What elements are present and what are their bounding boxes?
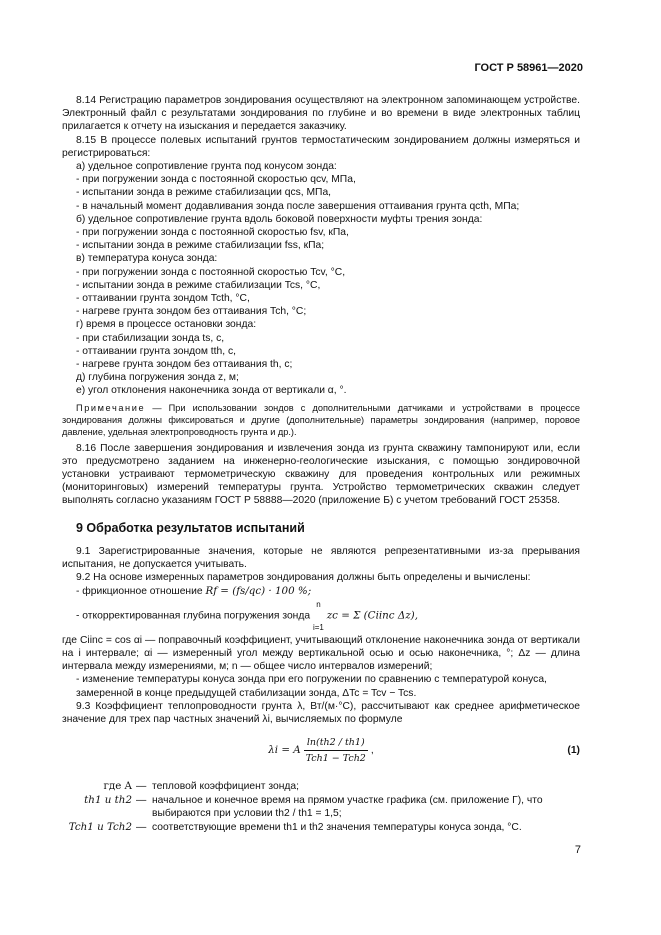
friction-ratio-label: - фрикционное отношение [76,585,203,597]
page-number: 7 [574,844,581,856]
equation-1 [62,736,580,765]
section-heading-9: 9 Обработка результатов испытаний [76,520,305,535]
page-body [62,94,580,834]
list-item: - при погружении зонда с постоянной скоростью fsv, кПа, [76,227,349,239]
definition-symbol: где A [103,779,132,792]
list-item: - оттаивании грунта зондом Tcth, °С, [76,293,250,305]
sum-limits [313,600,324,632]
definition-symbol: th1 и th2 [84,793,132,806]
note [62,402,580,438]
list-item: - оттаивании грунта зондом tth, с, [76,345,236,357]
document-header: ГОСТ Р 58961—2020 [474,62,583,74]
paragraph-9-1: 9.1 Зарегистрированные значения, которые не являются репрезентативными из-за прерывания испытания, не допускается учитывать. [62,545,580,571]
note-text: — При использовании зондов с дополнительными датчиками и устройствами в процессе зондирования должны фиксироваться и другие (дополнительные) параметры зондирования (например, поровое давление, удельная электропроводность грунта и др.). [62,402,580,437]
definition-text: тепловой коэффициент зонда; [152,780,299,792]
paragraph-8-15: 8.15 В процессе полевых испытаний грунтов термостатическим зондированием должны измеряться и регистрироваться: [62,134,580,159]
definition-dash: — [136,780,147,792]
sum-upper-limit: n [316,599,321,609]
list-item: - испытании зонда в режиме стабилизации fss, кПа; [76,240,325,252]
list-item: - в начальный момент додавливания зонда после завершения оттаивания грунта qcth, МПа; [76,200,520,212]
list-item: а) удельное сопротивление грунта под конусом зонда: [76,161,337,173]
list-item: г) время в процессе остановки зонда: [76,319,257,331]
corrected-depth-formula: zc = Σ (Ciinc Δz), [326,609,418,622]
definition-dash: — [136,794,147,806]
list-item: - испытании зонда в режиме стабилизации Tcs, °С, [76,279,321,291]
symbol-definitions [62,780,580,835]
list-item: - при стабилизации зонда ts, с, [76,332,225,344]
sum-sign-icon [316,609,320,623]
equation-numerator: ln(th2 / th1) [304,736,368,751]
note-label: Примечание [76,402,146,413]
equation-denominator: Tch1 − Tch2 [305,753,366,765]
equation-lhs: λi = A [268,744,301,757]
paragraph-9-2-where: где Ciinc = cos αi — поправочный коэффициент, учитывающий отклонение наконечника зонда от вертикали на i интервале; αi — измеренный угол между вертикальной осью и осью наконечника, °; Δz — длина интервала между измерениями, м; n — общее число интервалов измерений; [62,634,580,673]
list-item: д) глубина погружения зонда z, м; [76,372,239,384]
measurement-list [62,160,580,398]
list-item: е) угол отклонения наконечника зонда от вертикали α, °. [76,385,347,397]
definition-dash: — [136,822,147,834]
equation-fraction [303,736,369,765]
list-item: - нагреве грунта зондом без оттаивания th, с; [76,359,293,371]
equation-tail: , [370,745,374,757]
paragraph-8-16: 8.16 После завершения зондирования и извлечения зонда из грунта скважину тампонируют или, если это предусмотрено заданием на инженерно-геологические изыскания, с помощью зондировочной установки устраивают термометрическую скважину для проведения контрольных или режимных (мониторинговых) измерений температуры грунта. Устройство термометрических скважин следует выполнять согласно указаниям ГОСТ Р 58888—2020 (приложение Б) с учетом требований ГОСТ 25358. [62,442,580,507]
friction-ratio-formula: Rf = (fs/qc) · 100 %; [205,584,312,597]
list-item: - при погружении зонда с постоянной скоростью Tcv, °С, [76,266,346,278]
definition-text: начальное и конечное время на прямом участке графика (см. приложение Г), что выбираются при условии th2 / th1 = 1,5; [152,794,543,819]
list-item: - испытании зонда в режиме стабилизации qcs, МПа, [76,187,332,199]
paragraph-8-14: 8.14 Регистрацию параметров зондирования осуществляют на электронном запоминающем устройстве. Электронный файл с результатами зондирования по глубине и во времени в виде электронных таблиц прилагается к отчету на изыскания и передается заказчику. [62,95,580,133]
list-item: - нагреве грунта зондом без оттаивания Tch, °С; [76,306,307,318]
corrected-depth-label: - откорректированная глубина погружения зонда [76,610,311,622]
list-item: б) удельное сопротивление грунта вдоль боковой поверхности муфты трения зонда: [76,213,483,225]
list-item: - при погружении зонда с постоянной скоростью qcv, МПа, [76,174,356,186]
paragraph-9-3: 9.3 Коэффициент теплопроводности грунта λ, Вт/(м·°С), рассчитывают как среднее арифметическое значение для трех пар частных значений λi, вычисляемых по формуле [62,700,580,725]
sum-lower-limit: i=1 [312,622,324,632]
definition-symbol: Tch1 и Tch2 [68,821,132,834]
temperature-change-item: - изменение температуры конуса зонда при его погружении по сравнению с температурой конуса, замеренной в конце предыдущей стабилизации зонда, ΔTc = Tcv − Tcs. [76,674,547,699]
corrected-depth-line [62,600,580,632]
paragraph-9-2: 9.2 На основе измеренных параметров зондирования должны быть определены и вычислены: [76,572,531,584]
list-item: в) температура конуса зонда: [76,253,218,265]
equation-number: (1) [567,745,580,757]
definition-text: соответствующие времени th1 и th2 значения температуры конуса зонда, °С. [152,822,522,834]
friction-ratio-line [62,585,580,598]
